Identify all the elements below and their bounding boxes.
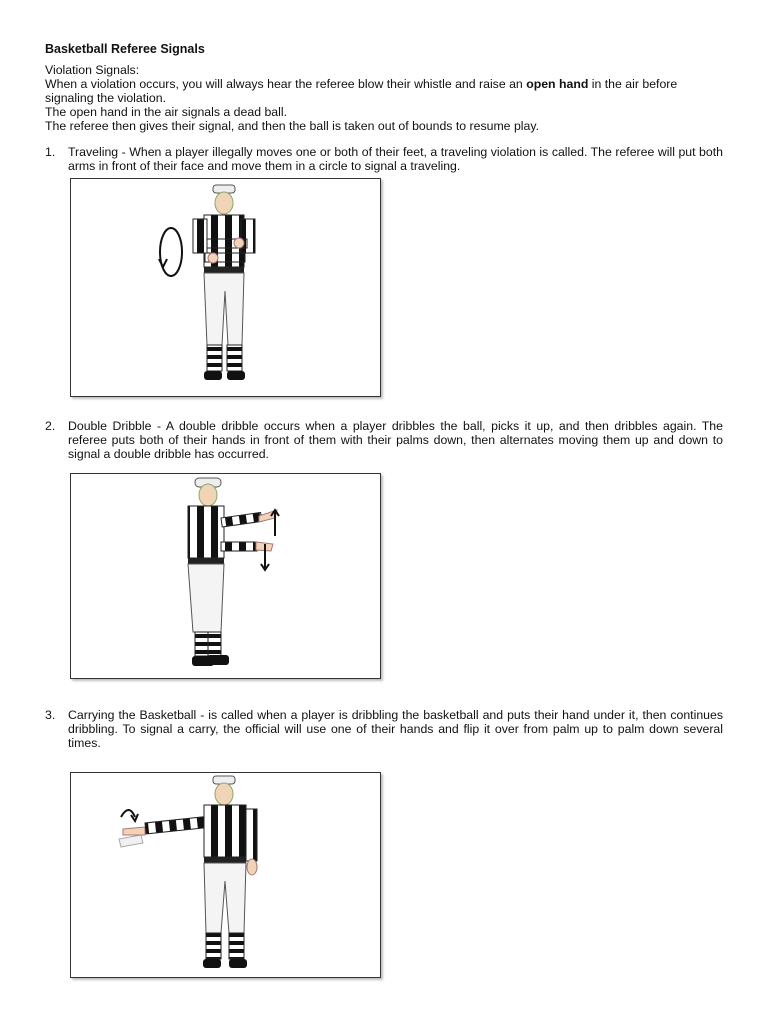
document-title: Basketball Referee Signals (45, 42, 205, 56)
item-description: Double Dribble - A double dribble occurs when a player dribbles the ball, picks it up, and then dribbles again. The referee puts both of their hands in front of them with their palms down, then alternates moving them up and down to signal a double dribble has occurred. (68, 419, 723, 461)
intro-dead-ball-line: The open hand in the air signals a dead ball. (45, 105, 288, 119)
item-description: Traveling - When a player illegally moves one or both of their feet, a traveling violation is called. The referee will put both arms in front of their face and move them in a circle to signal a traveling. (68, 145, 723, 173)
intro-text-part: in the air before signaling the violation. (45, 77, 678, 105)
intro-section (45, 63, 723, 133)
signal-item-traveling (45, 145, 723, 173)
referee-traveling-figure (71, 179, 380, 396)
referee-double-dribble-figure (71, 474, 380, 678)
intro-resume-line: The referee then gives their signal, and then the ball is taken out of bounds to resume play. (45, 119, 540, 133)
item-number: 3. (45, 708, 56, 722)
item-description: Carrying the Basketball - is called when a player is dribbling the basketball and puts their hand under it, then continues dribbling. To signal a carry, the official will use one of their hands and flip it over from palm up to palm down several times. (68, 708, 723, 750)
referee-carrying-figure (71, 773, 380, 977)
item-number: 1. (45, 145, 56, 159)
signal-item-double-dribble (45, 419, 723, 461)
traveling-signal-illustration (70, 178, 381, 397)
carrying-signal-illustration (70, 772, 381, 978)
intro-bold-term: open hand (526, 77, 589, 91)
intro-text-part: When a violation occurs, you will always hear the referee blow their whistle and raise an (45, 77, 527, 91)
item-number: 2. (45, 419, 56, 433)
intro-whistle-paragraph (45, 77, 723, 105)
double-dribble-signal-illustration (70, 473, 381, 679)
intro-heading: Violation Signals: (45, 63, 140, 77)
signal-item-carrying (45, 708, 723, 750)
document-page (45, 42, 723, 133)
